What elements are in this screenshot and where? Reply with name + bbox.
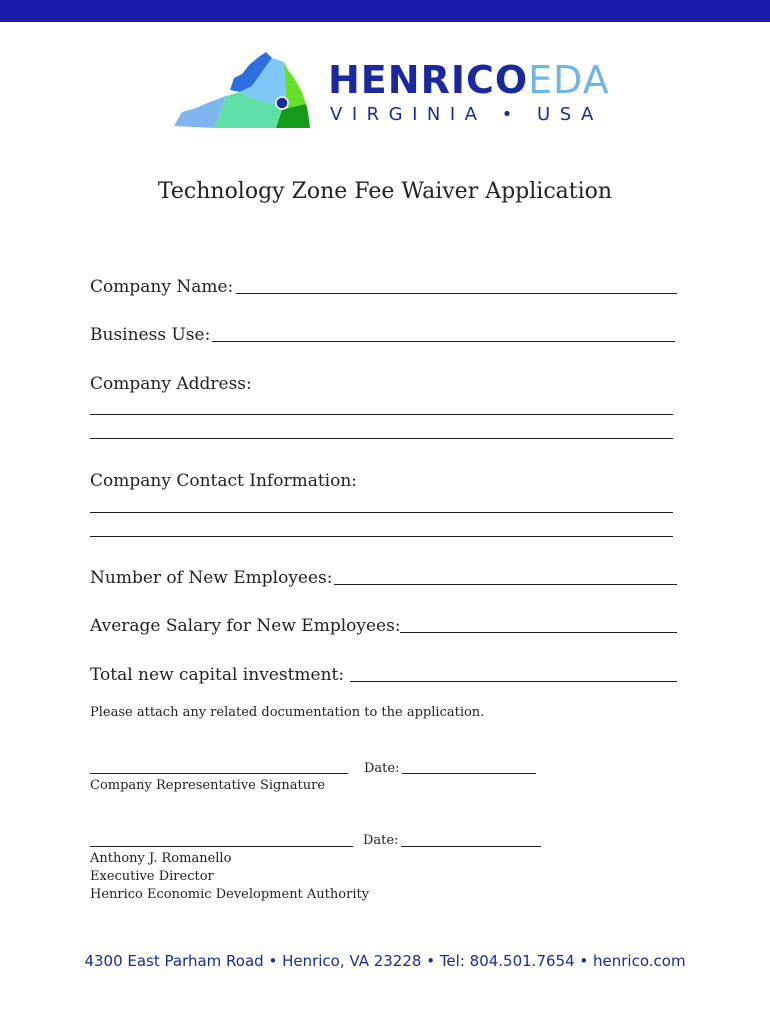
- director-date-line[interactable]: [401, 846, 541, 847]
- logo-wordmark-henrico: HENRICO: [328, 58, 529, 102]
- footer-contact: 4300 East Parham Road • Henrico, VA 23228 • Tel: 804.501.7654 • henrico.com: [84, 952, 686, 970]
- logo-wordmark-eda: EDA: [528, 58, 610, 102]
- new-employees-line[interactable]: [334, 584, 677, 585]
- company-contact-label: Company Contact Information:: [90, 471, 358, 491]
- director-date-label: Date:: [363, 833, 399, 848]
- company-name-label: Company Name:: [90, 277, 234, 297]
- company-address-label: Company Address:: [90, 374, 252, 394]
- new-employees-label: Number of New Employees:: [90, 568, 333, 588]
- business-use-line[interactable]: [212, 341, 675, 342]
- director-organization: Henrico Economic Development Authority: [90, 887, 370, 902]
- director-signature-line[interactable]: [90, 846, 353, 847]
- rep-date-label: Date:: [364, 761, 400, 776]
- company-address-line-1[interactable]: [90, 414, 673, 415]
- average-salary-label: Average Salary for New Employees:: [90, 616, 401, 636]
- director-name: Anthony J. Romanello: [90, 851, 232, 866]
- capital-investment-label: Total new capital investment:: [90, 665, 345, 685]
- logo-wordmark: [328, 58, 610, 102]
- top-color-bar: [0, 0, 770, 22]
- business-use-label: Business Use:: [90, 325, 211, 345]
- average-salary-line[interactable]: [400, 632, 677, 633]
- virginia-map-logo-icon: [172, 50, 314, 130]
- company-name-line[interactable]: [236, 293, 677, 294]
- logo-subtitle: VIRGINIA • USA: [330, 104, 603, 125]
- company-contact-line-2[interactable]: [90, 536, 673, 537]
- page-title: Technology Zone Fee Waiver Application: [157, 179, 613, 204]
- director-title: Executive Director: [90, 869, 214, 884]
- rep-signature-line[interactable]: [90, 773, 348, 774]
- map-location-dot: [276, 97, 288, 109]
- rep-date-line[interactable]: [402, 773, 536, 774]
- company-contact-line-1[interactable]: [90, 512, 673, 513]
- company-address-line-2[interactable]: [90, 438, 673, 439]
- capital-investment-line[interactable]: [350, 681, 677, 682]
- attachment-note: Please attach any related documentation to the application.: [90, 705, 485, 720]
- rep-signature-caption: Company Representative Signature: [90, 778, 326, 793]
